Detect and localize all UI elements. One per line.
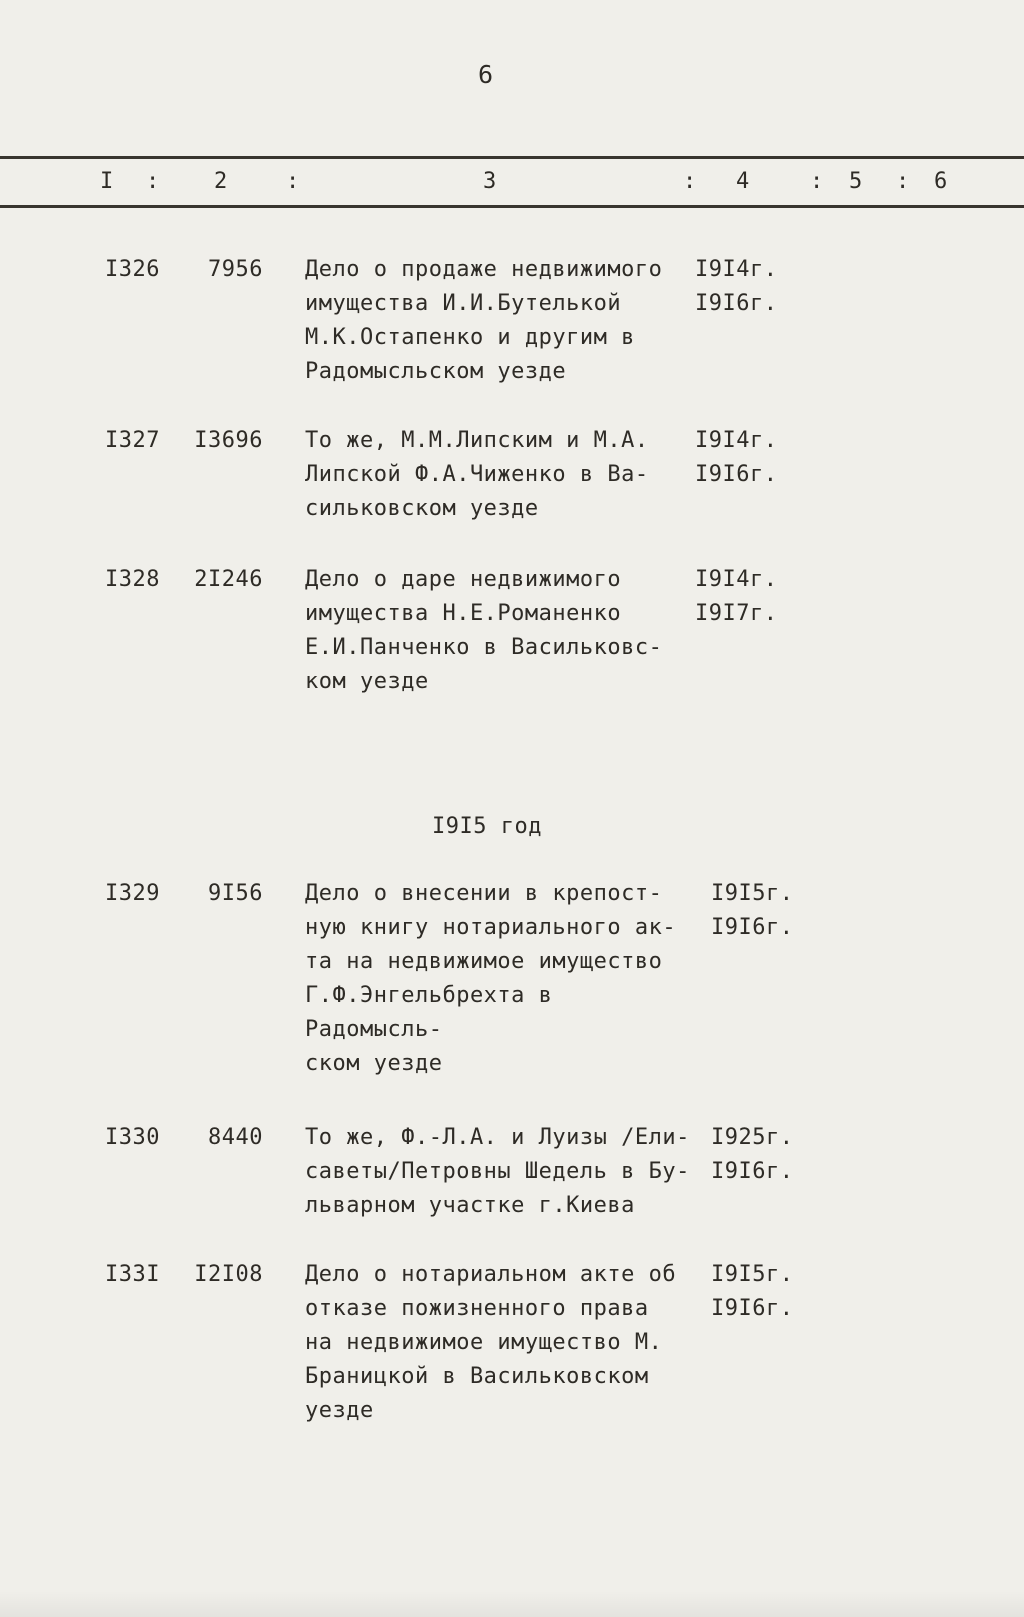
- entry-number: I33I: [105, 1262, 160, 1287]
- description-line: Дело о внесении в крепост-: [305, 881, 663, 906]
- header-separator: :: [683, 169, 697, 194]
- description-line: М.К.Остапенко и другим в: [305, 325, 635, 350]
- entry-years: [711, 1121, 841, 1189]
- table-row: [0, 1258, 1024, 1428]
- entry-description: [305, 563, 695, 699]
- entry-description: [305, 253, 695, 389]
- header-bottom-rule: [0, 205, 1024, 208]
- description-line: сильковском уезде: [305, 496, 539, 521]
- entry-years: [695, 253, 825, 321]
- description-line: Дело о продаже недвижимого: [305, 257, 663, 282]
- year-end: I9I6г.: [695, 462, 778, 487]
- description-line: ную книгу нотариального ак-: [305, 915, 677, 940]
- description-line: саветы/Петровны Шедель в Бу-: [305, 1159, 690, 1184]
- year-end: I9I6г.: [711, 1296, 794, 1321]
- entry-description: [305, 1258, 695, 1428]
- description-line: ском уезде: [305, 1051, 443, 1076]
- entry-description: [305, 1121, 695, 1223]
- description-line: То же, Ф.-Л.А. и Луизы /Ели-: [305, 1125, 690, 1150]
- description-line: Дело о даре недвижимого: [305, 567, 622, 592]
- description-line: льварном участке г.Киева: [305, 1193, 635, 1218]
- column-header-5: 5: [849, 169, 863, 194]
- description-line: отказе пожизненного права: [305, 1296, 649, 1321]
- entry-file-number: I3696: [194, 428, 263, 453]
- entry-years: [695, 563, 825, 631]
- description-line: Липской Ф.А.Чиженко в Ва-: [305, 462, 649, 487]
- entry-file-number: 9I56: [208, 881, 263, 906]
- table-row: [0, 1121, 1024, 1223]
- header-separator: :: [286, 169, 300, 194]
- entry-years: [711, 1258, 841, 1326]
- description-line: на недвижимое имущество М.: [305, 1330, 663, 1355]
- column-header-2: 2: [214, 169, 228, 194]
- year-start: I9I5г.: [711, 1262, 794, 1287]
- header-separator: :: [810, 169, 824, 194]
- year-start: I9I4г.: [695, 428, 778, 453]
- entry-description: [305, 424, 695, 526]
- section-heading: I9I5 год: [432, 814, 542, 839]
- table-row: [0, 877, 1024, 1081]
- description-line: Радомысльском уезде: [305, 359, 567, 384]
- year-start: I925г.: [711, 1125, 794, 1150]
- column-header-band: [0, 156, 1024, 208]
- description-line: имущества Н.Е.Романенко: [305, 601, 622, 626]
- column-header-6: 6: [934, 169, 948, 194]
- column-header-4: 4: [736, 169, 750, 194]
- header-separator: :: [896, 169, 910, 194]
- year-end: I9I6г.: [711, 1159, 794, 1184]
- entry-years: [695, 424, 825, 492]
- description-line: имущества И.И.Бутелькой: [305, 291, 622, 316]
- column-header-1: I: [100, 169, 114, 194]
- table-row: [0, 563, 1024, 699]
- description-line: уезде: [305, 1398, 374, 1423]
- entry-file-number: 8440: [208, 1125, 263, 1150]
- description-line: То же, М.М.Липским и М.А.: [305, 428, 649, 453]
- entry-number: I328: [105, 567, 160, 592]
- description-line: Г.Ф.Энгельбрехта в Радомысль-: [305, 983, 553, 1042]
- page-number: 6: [478, 60, 494, 89]
- header-separator: :: [146, 169, 160, 194]
- description-line: Браницкой в Васильковском: [305, 1364, 649, 1389]
- table-row: [0, 253, 1024, 389]
- entry-file-number: 7956: [208, 257, 263, 282]
- entry-file-number: 2I246: [194, 567, 263, 592]
- year-start: I9I5г.: [711, 881, 794, 906]
- entry-number: I327: [105, 428, 160, 453]
- year-end: I9I6г.: [711, 915, 794, 940]
- description-line: та на недвижимое имущество: [305, 949, 663, 974]
- year-end: I9I6г.: [695, 291, 778, 316]
- entry-description: [305, 877, 695, 1081]
- entries-list: [0, 253, 1024, 1428]
- year-start: I9I4г.: [695, 257, 778, 282]
- column-header-3: 3: [483, 169, 497, 194]
- year-start: I9I4г.: [695, 567, 778, 592]
- description-line: Е.И.Панченко в Васильковс-: [305, 635, 663, 660]
- entry-file-number: I2I08: [194, 1262, 263, 1287]
- description-line: Дело о нотариальном акте об: [305, 1262, 677, 1287]
- year-end: I9I7г.: [695, 601, 778, 626]
- description-line: ком уезде: [305, 669, 429, 694]
- header-top-rule: [0, 156, 1024, 159]
- entry-number: I326: [105, 257, 160, 282]
- entry-years: [711, 877, 841, 945]
- entry-number: I330: [105, 1125, 160, 1150]
- table-row: [0, 424, 1024, 526]
- entry-number: I329: [105, 881, 160, 906]
